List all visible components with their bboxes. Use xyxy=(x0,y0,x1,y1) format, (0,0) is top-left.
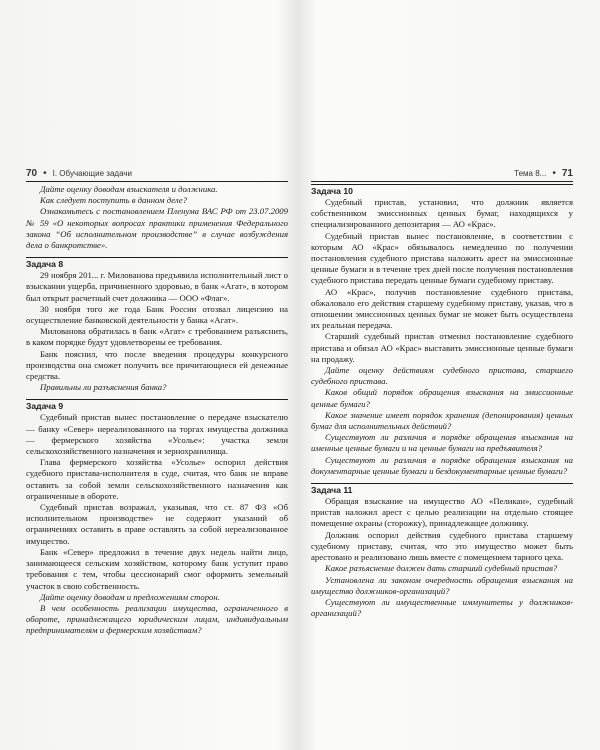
paragraph: Старший судебный пристав отменил постановление судебного пристава и обязал АО «Крас» выставить эмиссионные ценные бумаги на продажу. xyxy=(311,331,573,364)
paragraph: Банк пояснил, что после введения процедуры конкурсного производства она сможет получить все причитающиеся ей денежные средства. xyxy=(26,348,288,382)
question-text: Существуют ли различия в порядке обращения взыскания на именные ценные бумаги и на ценные бумаги на предъявителя? xyxy=(311,432,573,454)
question-text: Дайте оценку доводам и предложениям сторон. xyxy=(40,591,220,602)
section-title: Тема 8... xyxy=(514,169,547,178)
question-text: Какое разъяснение должен дать старший судебный пристав? xyxy=(325,563,558,574)
bullet-icon: • xyxy=(552,167,556,179)
paragraph: Глава фермерского хозяйства «Усолье» оспорил действия судебного пристава-исполнителя в суде, считая, что банк не вправе оставить за собой земли сельскохозяйственного назначения как ограниченные в обороте. xyxy=(26,457,288,501)
paragraph: Судебный пристав, установил, что должник является собственником эмиссионных ценных бумаг, находящихся у специализированного депозитария — АО «Крас». xyxy=(311,197,573,230)
question-text: Правильны ли разъяснения банка? xyxy=(40,382,167,393)
question-text: Существуют ли различия в порядке обращения взыскания на документарные ценные бумаги и бездокументарные ценные бумаги? xyxy=(311,454,573,476)
paragraph: Должник оспорил действия судебного пристава старшему судебному приставу, считая, что это имущество может быть арестовано и реализовано лишь вместе с помещением тарного цеха. xyxy=(311,529,573,563)
question-text: Существуют ли имущественные иммунитеты у должников-организаций? xyxy=(311,596,573,619)
bullet-icon: • xyxy=(43,167,47,179)
task11-body xyxy=(311,496,573,619)
page-number: 71 xyxy=(561,168,573,179)
paragraph: Судебный пристав вынес постановление о передаче взыскателю — банку «Север» нереализованного на торгах имущества должника — фермерского хозяйства «Усолье»: участка земли сельскохозяйственного назначения и зернохранилища. xyxy=(26,412,288,457)
task8-body xyxy=(26,270,288,393)
question-text: В чем особенность реализации имущества, ограниченного в обороте, принадлежащего юридическим лицам, индивидуальным предпринимателям и фермерским хозяйствам? xyxy=(26,602,288,636)
task9-body xyxy=(26,412,288,636)
question-text: Дайте оценку доводам взыскателя и должника. xyxy=(40,184,218,194)
question-text: Ознакомьтесь с постановлением Пленума ВАС РФ от 23.07.2009 № 59 «О некоторых вопросах практики применения Федерального закона “Об исполнительном производстве” в случае возбуждения дела о банкротстве». xyxy=(26,206,288,251)
paragraph: Судебный пристав вынес постановление, в соответствии с которым АО «Крас» обязывалось немедленно по получении постановления судебного пристава наложить арест на эмиссионные ценные бумаги и в течение трех дней после получения постановления судебного пристава передать ценные бумаги судебному приставу. xyxy=(311,230,573,286)
paragraph: Обращая взыскание на имущество АО «Пеликан», судебный пристав наложил арест с целью реализации на отдельно стоящее помещение охраны (сторожку), принадлежащее должнику. xyxy=(311,496,573,529)
question-text: Установлена ли законом очередность обращения взыскания на имущество должников-организаций? xyxy=(311,574,573,596)
task-heading: Задача 10 xyxy=(311,184,573,196)
question-text: Как следует поступить в данном деле? xyxy=(40,195,188,206)
question-text: Какое значение имеет порядок хранения (депонирования) ценных бумаг для исполнительных действий? xyxy=(311,409,573,432)
paragraph: АО «Крас», получив постановление судебного пристава, обжаловало его действия старшему судебному приставу, указав, что в отношении эмиссионных ценных бумаг не может быть осуществлена их реальная передача. xyxy=(311,286,573,331)
left-running-head xyxy=(26,168,288,182)
task10-body xyxy=(311,197,573,477)
section-title: I. Обучающие задачи xyxy=(52,169,132,178)
task-heading: Задача 9 xyxy=(26,399,288,411)
paragraph: 29 ноября 201... г. Милованова предъявила исполнительный лист о взыскании ущерба, причиненного здоровью, в банк «Агат», в котором был открыт расчетный счет должника — ООО «Флаг». xyxy=(26,270,288,303)
task-heading: Задача 11 xyxy=(311,483,573,495)
right-page xyxy=(311,168,573,619)
intro-block xyxy=(26,184,288,251)
task-heading: Задача 8 xyxy=(26,257,288,269)
question-text: Каков общий порядок обращения взыскания на эмиссионные ценные бумаги? xyxy=(311,387,573,409)
paragraph: Судебный пристав возражал, указывая, что ст. 87 ФЗ «Об исполнительном производстве» не содержит указаний об ограничениях оставить в праве оставлять за собой нереализованное имущество. xyxy=(26,502,288,546)
paragraph: Банк «Север» предложил в течение двух недель найти лицо, занимающееся сельским хозяйством, которому банк уступит право требования с тем, чтобы цессионарий смог оформить земельный участок в свою собственность. xyxy=(26,546,288,591)
paragraph: 30 ноября того же года Банк России отозвал лицензию на осуществление банковской деятельности у банка «Агат». xyxy=(26,303,288,326)
right-running-head xyxy=(311,168,573,182)
page-number: 70 xyxy=(26,168,38,179)
paragraph: Милованова обратилась в банк «Агат» с требованием разъяснить, в каком порядке будут удовлетворены ее требования. xyxy=(26,326,288,348)
left-page xyxy=(26,168,288,637)
question-text: Дайте оценку действиям судебного пристава, старшего судебного пристава. xyxy=(311,365,573,387)
